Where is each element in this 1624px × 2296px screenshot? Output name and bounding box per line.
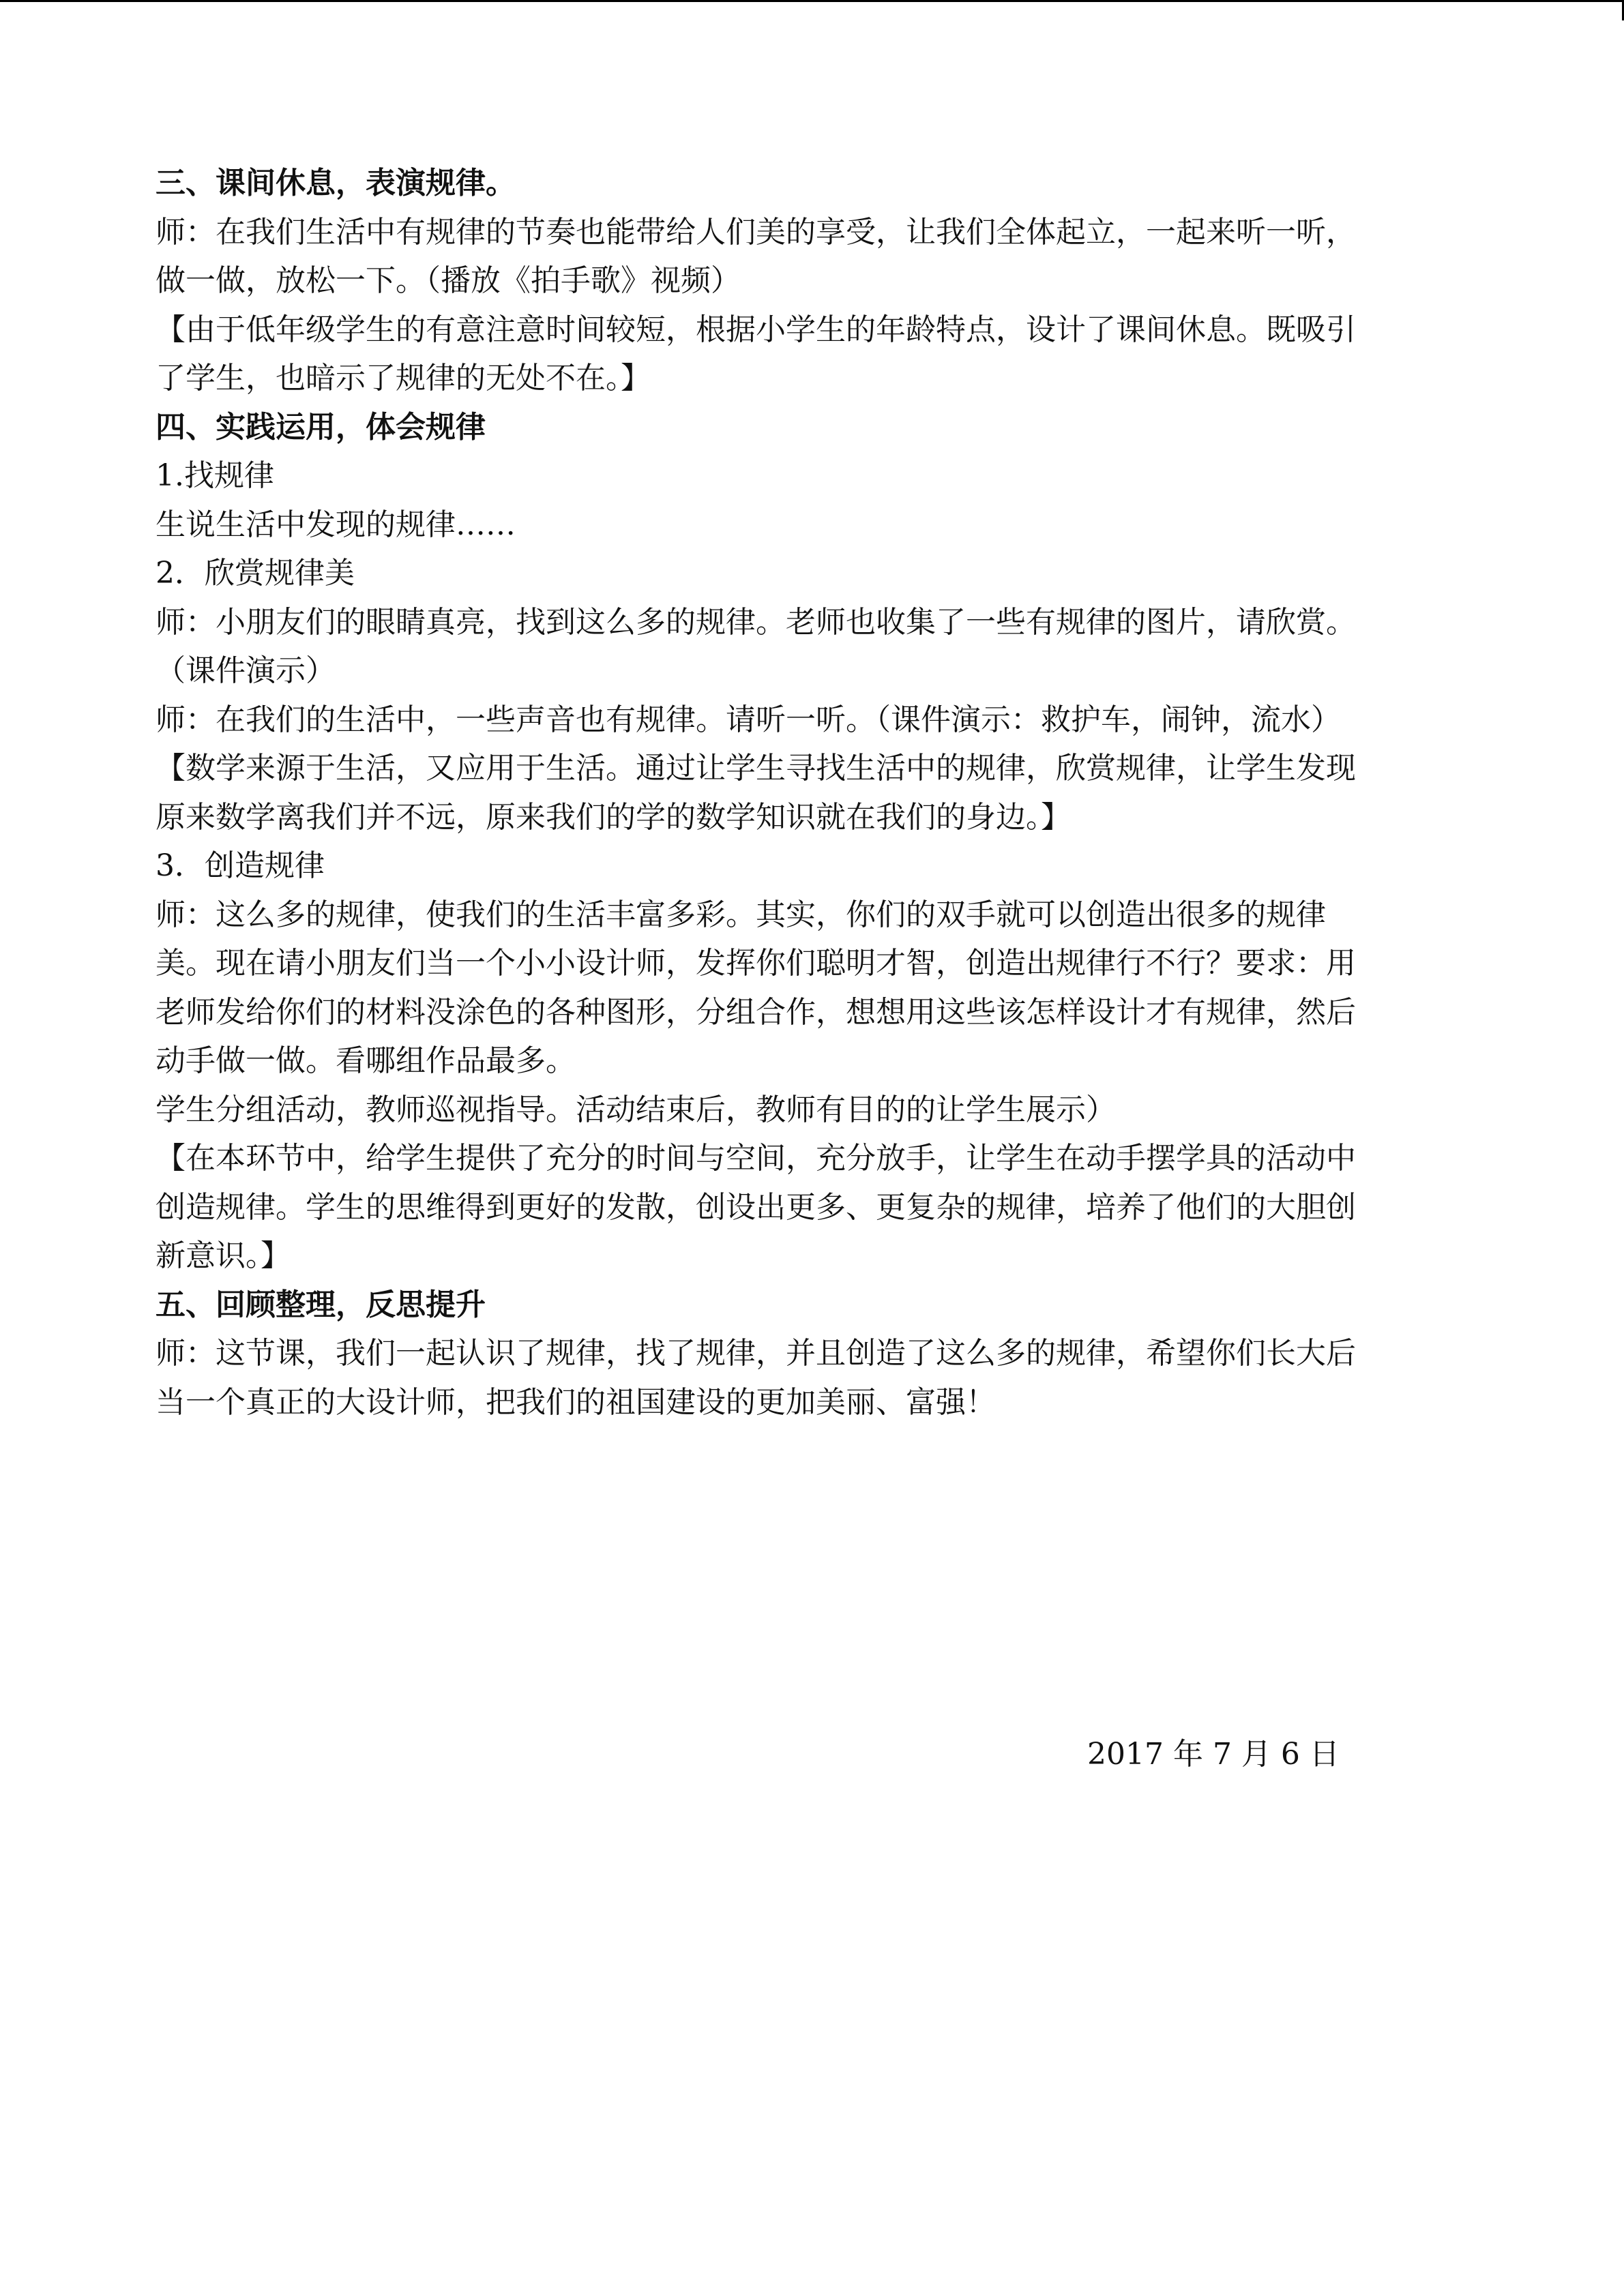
design-note-line: 新意识。】 [156,1238,291,1273]
item-1-title: 1.找规律 [156,458,274,493]
paragraph-line: 师：在我们生活中有规律的节奏也能带给人们美的享受，让我们全体起立，一起来听一听， [156,214,1356,250]
item-3-title: 3．创造规律 [156,848,325,883]
paragraph-line: 师：这么多的规律，使我们的生活丰富多彩。其实，你们的双手就可以创造出很多的规律 [156,897,1326,932]
paragraph-line: 当一个真正的大设计师，把我们的祖国建设的更加美丽、富强！ [156,1384,996,1420]
paragraph-line: 美。现在请小朋友们当一个小小设计师，发挥你们聪明才智，创造出规律行不行？要求：用 [156,946,1356,981]
design-note-line: 【在本环节中，给学生提供了充分的时间与空间，充分放手，让学生在动手摆学具的活动中 [156,1141,1356,1176]
design-note-line: 原来数学离我们并不远，原来我们的学的数学知识就在我们的身边。】 [156,799,1071,835]
paragraph-line: 老师发给你们的材料没涂色的各种图形，分组合作，想想用这些该怎样设计才有规律，然后 [156,994,1356,1030]
paragraph-line: 师：在我们的生活中，一些声音也有规律。请听一听。（课件演示：救护车，闹钟，流水） [156,702,1341,737]
paragraph-line: 师：这节课，我们一起认识了规律，找了规律，并且创造了这么多的规律，希望你们长大后 [156,1336,1356,1371]
section-4-heading: 四、实践运用，体会规律 [156,409,486,445]
paragraph-line: 生说生活中发现的规律…… [156,507,516,542]
top-border-line [0,0,1624,2]
document-body [156,159,1472,1427]
design-note-line: 创造规律。学生的思维得到更好的发散，创设出更多、更复杂的规律，培养了他们的大胆创 [156,1189,1356,1225]
paragraph-line: 师：小朋友们的眼睛真亮，找到这么多的规律。老师也收集了一些有规律的图片，请欣赏。 [156,604,1356,640]
document-date: 2017 年 7 月 6 日 [1087,1737,1340,1772]
paragraph-line: 动手做一做。看哪组作品最多。 [156,1043,576,1078]
item-2-title: 2．欣赏规律美 [156,556,355,591]
section-3-heading: 三、课间休息，表演规律。 [156,166,516,200]
design-note-line: 【数学来源于生活，又应用于生活。通过让学生寻找生活中的规律，欣赏规律，让学生发现 [156,751,1356,786]
section-5-heading: 五、回顾整理，反思提升 [156,1287,486,1322]
design-note-line: 【由于低年级学生的有意注意时间较短，根据小学生的年龄特点，设计了课间休息。既吸引 [156,312,1356,347]
paragraph-line: 做一做，放松一下。（播放《拍手歌》视频） [156,263,741,298]
design-note-line: 了学生，也暗示了规律的无处不在。】 [156,361,651,396]
paragraph-line: （课件演示） [156,653,336,688]
paragraph-line: 学生分组活动，教师巡视指导。活动结束后，教师有目的的让学生展示） [156,1092,1116,1127]
